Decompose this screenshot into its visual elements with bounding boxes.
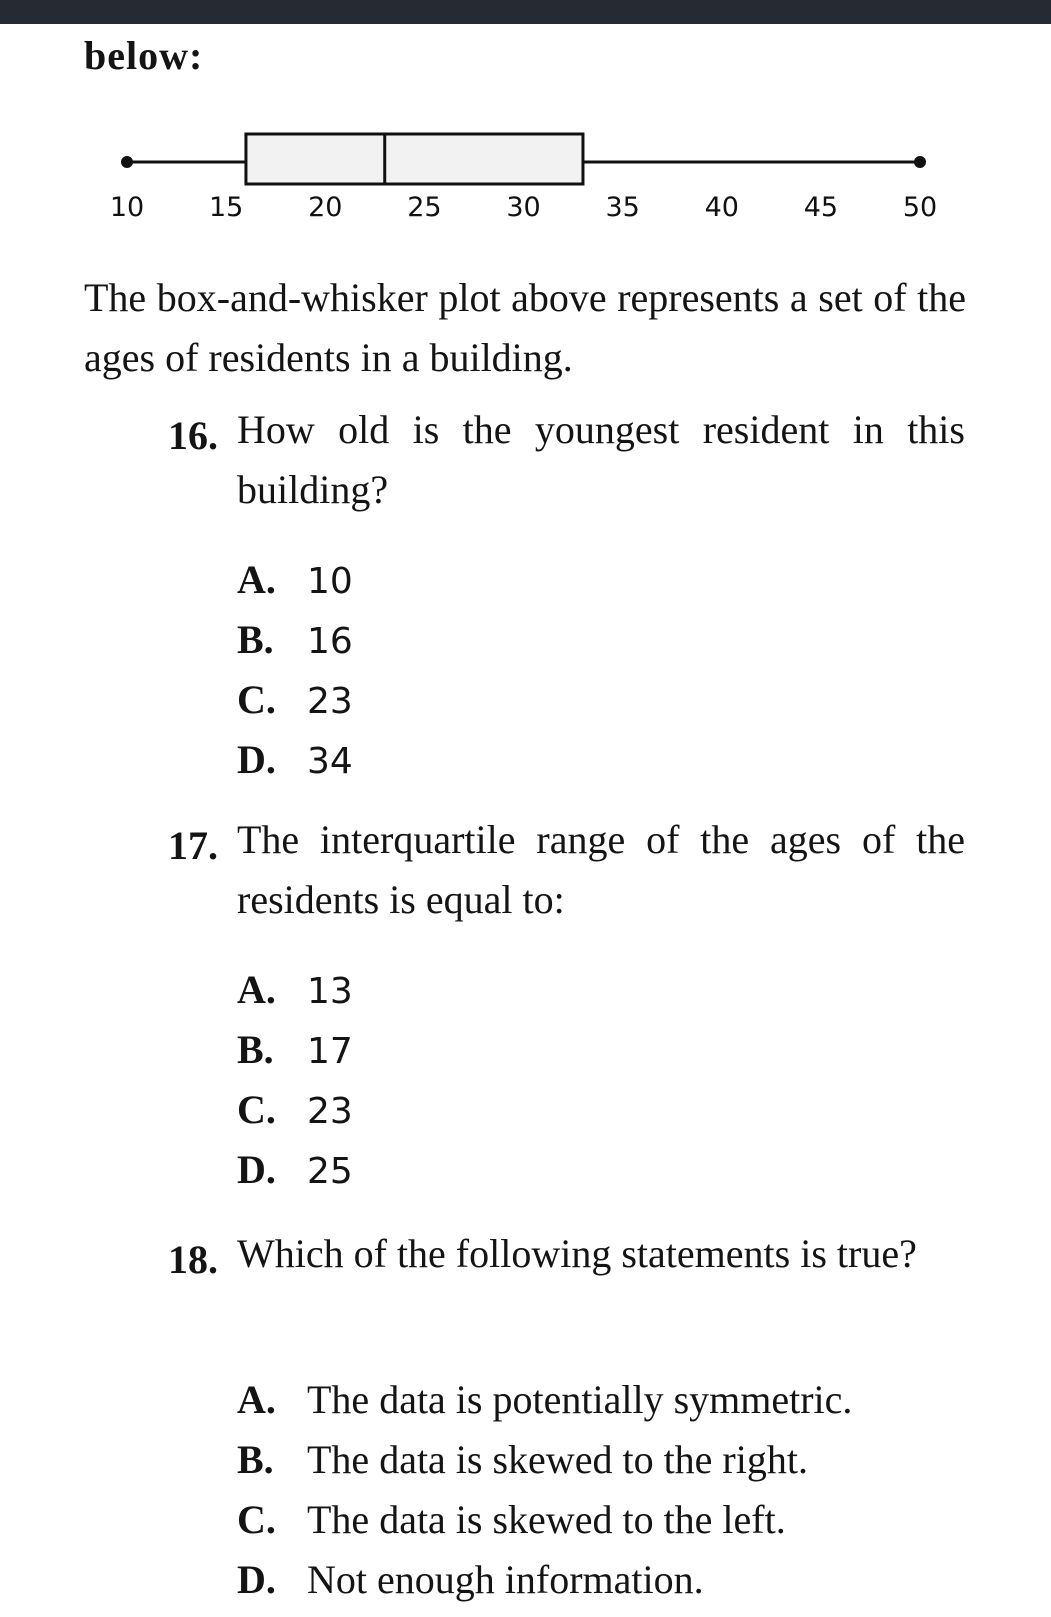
tick-label: 40 [704,192,739,223]
question-number: 18. [168,1237,218,1282]
option-text: 23 [307,681,353,722]
question-number: 16. [168,413,218,458]
option-text: The data is potentially symmetric. [307,1377,853,1422]
option-letter: C. [237,677,276,722]
tick-label: 50 [902,192,938,223]
option-letter: B. [237,617,274,662]
tick-label: 45 [803,192,839,223]
question-text: Which of the following statements is true? [237,1231,917,1276]
option-text: 23 [307,1091,353,1132]
option-17a[interactable] [237,966,353,1013]
max-point [914,156,926,168]
question-number: 17. [168,823,218,868]
option-17d[interactable] [237,1146,353,1193]
option-18c[interactable] [237,1496,786,1543]
section-heading: below: [84,33,204,78]
option-letter: A. [237,1377,276,1422]
option-16d[interactable] [237,736,353,783]
option-text: 16 [307,621,353,662]
question-text: The interquartile range of the ages of the residents is equal to: [237,817,965,922]
box-plot [0,120,1051,230]
x-axis-ticks [110,192,937,223]
option-letter: A. [237,967,276,1012]
option-letter: D. [237,1557,276,1602]
option-text: The data is skewed to the left. [307,1497,786,1542]
tick-label: 15 [208,192,244,223]
option-17c[interactable] [237,1086,353,1133]
option-text: 17 [307,1031,353,1072]
option-text: 34 [307,741,353,782]
option-letter: A. [237,557,276,602]
option-text: 13 [307,971,353,1012]
box-iqr [246,134,583,184]
option-letter: C. [237,1497,276,1542]
option-18a[interactable] [237,1376,852,1423]
option-18b[interactable] [237,1436,808,1483]
option-text: 10 [307,561,353,602]
option-letter: B. [237,1027,274,1072]
tick-label: 20 [308,192,343,223]
option-letter: D. [237,737,276,782]
option-text: 25 [307,1151,353,1192]
option-17b[interactable] [237,1026,353,1073]
min-point [121,156,133,168]
option-letter: C. [237,1087,276,1132]
option-text: Not enough information. [307,1557,704,1602]
option-16c[interactable] [237,676,353,723]
option-letter: D. [237,1147,276,1192]
option-text: The data is skewed to the right. [307,1437,808,1482]
option-18d[interactable] [237,1556,704,1603]
tick-label: 35 [605,192,640,223]
tick-label: 30 [506,192,541,223]
option-letter: B. [237,1437,274,1482]
tick-label: 25 [407,192,442,223]
top-bar [0,0,1051,24]
tick-label: 10 [109,192,145,223]
intro-text: The box-and-whisker plot above represents a set of the ages of residents in a building. [84,275,966,380]
option-16b[interactable] [237,616,353,663]
option-16a[interactable] [237,556,353,603]
question-text: How old is the youngest resident in this building? [237,407,965,512]
